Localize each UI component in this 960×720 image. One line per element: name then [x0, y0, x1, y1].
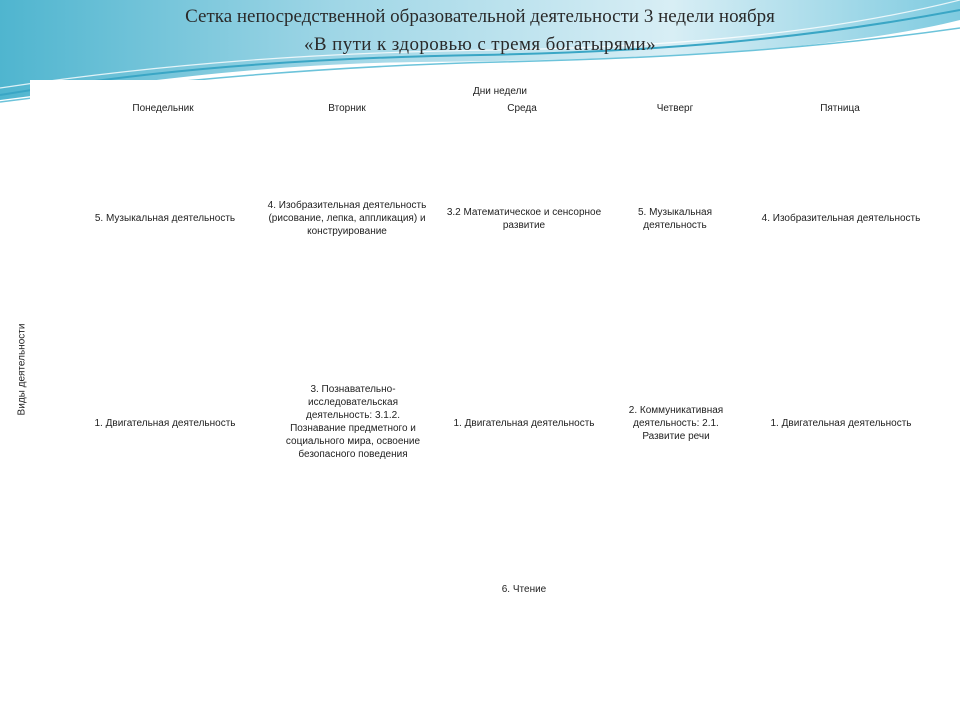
- cell-friday-row1: 4. Изобразительная деятельность: [761, 213, 921, 224]
- cell-wednesday-row2: 1. Двигательная деятельность: [453, 418, 595, 429]
- page-title-line2: «В пути к здоровью с тремя богатырями»: [304, 34, 656, 55]
- day-header-friday: Пятница: [820, 103, 860, 114]
- days-of-week-header: Дни недели: [472, 86, 527, 97]
- page-title-line1: Сетка непосредственной образовательной деятельности 3 недели ноября: [185, 6, 775, 27]
- schedule-panel: [30, 80, 942, 653]
- cell-wednesday-row3: 6. Чтение: [501, 584, 547, 595]
- cell-thursday-row2: 2. Коммуникативная деятельность: 2.1. Развитие речи: [628, 405, 724, 442]
- cell-monday-row2: 1. Двигательная деятельность: [94, 418, 236, 429]
- day-header-wednesday: Среда: [507, 103, 537, 114]
- activity-types-header: Виды деятельности: [16, 323, 28, 416]
- cell-thursday-row1: 5. Музыкальная деятельность: [637, 207, 713, 231]
- day-header-monday: Понедельник: [132, 103, 194, 114]
- day-header-thursday: Четверг: [656, 103, 694, 114]
- cell-tuesday-row1: 4. Изобразительная деятельность (рисование, лепка, аппликация) и конструирование: [267, 200, 427, 237]
- cell-tuesday-row2: 3. Познавательно-исследовательская деятельность: 3.1.2. Познавание предметного и социального мира, освоение безопасного поведения: [285, 384, 421, 460]
- cell-wednesday-row1: 3.2 Математическое и сенсорное развитие: [446, 207, 602, 231]
- cell-monday-row1: 5. Музыкальная деятельность: [94, 213, 236, 224]
- day-header-tuesday: Вторник: [328, 103, 366, 114]
- cell-friday-row2: 1. Двигательная деятельность: [770, 418, 912, 429]
